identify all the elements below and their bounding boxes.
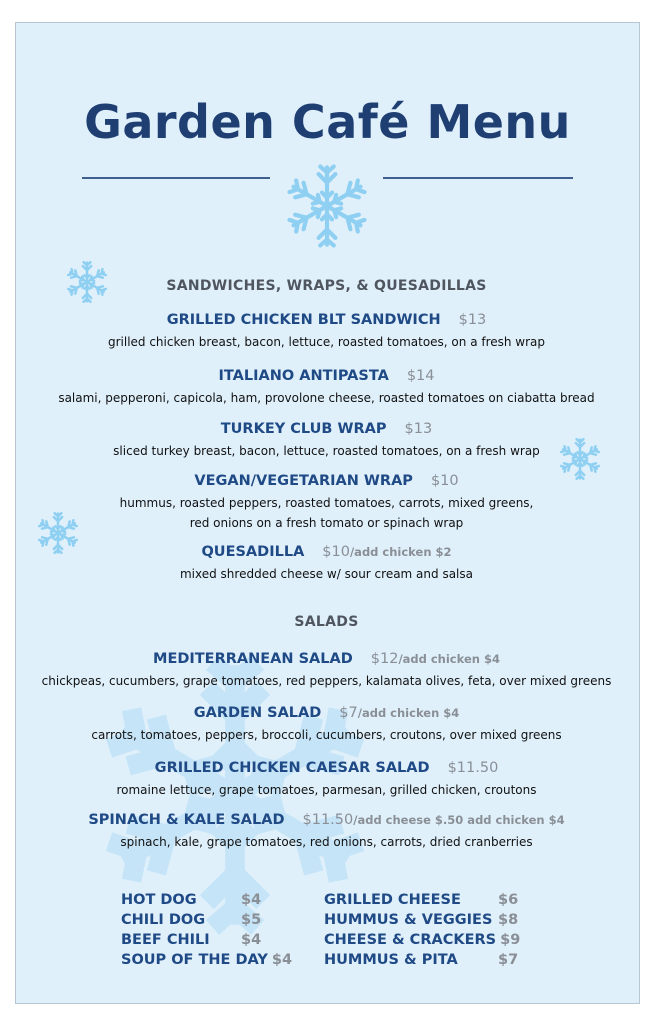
extra-price: $5: [241, 912, 262, 928]
item-name: SPINACH & KALE SALAD: [88, 812, 285, 828]
item-name: TURKEY CLUB WRAP: [220, 421, 387, 437]
menu-item-header: [15, 648, 638, 667]
menu-item: [15, 648, 638, 691]
menu-item: [15, 309, 638, 352]
add-on-price: /add chicken $4: [357, 706, 460, 720]
price-value: $11.50: [447, 760, 499, 776]
item-description: chickpeas, cucumbers, grape tomatoes, red peppers, kalamata olives, feta, over mixed greens: [41, 674, 612, 688]
item-description: carrots, tomatoes, peppers, broccoli, cucumbers, croutons, over mixed greens: [91, 728, 562, 742]
item-price: [339, 705, 459, 721]
extras-left: [121, 890, 292, 970]
add-on-price: /add chicken $2: [349, 545, 452, 559]
extra-price: $8: [498, 912, 519, 928]
extra-name: CHEESE & CRACKERS: [324, 932, 497, 948]
menu-item: [15, 365, 638, 408]
page-title: Garden Café Menu: [84, 95, 571, 149]
menu-item: [15, 470, 638, 533]
snowflake-icon: [285, 160, 369, 252]
menu-item: [15, 541, 638, 584]
menu-item-header: [15, 702, 638, 721]
extra-price: $6: [498, 892, 519, 908]
extra-item: [121, 910, 292, 930]
menu-item-header: [15, 418, 638, 437]
extra-name: HOT DOG: [121, 892, 197, 908]
item-description: spinach, kale, grape tomatoes, red onions, carrots, dried cranberries: [120, 835, 533, 849]
divider-left: [82, 177, 270, 179]
add-on-price: /add chicken $4: [398, 652, 500, 666]
item-name: ITALIANO ANTIPASTA: [218, 368, 389, 384]
item-name: MEDITERRANEAN SALAD: [153, 651, 353, 667]
section-heading: SALADS: [294, 614, 359, 630]
extra-price: $9: [500, 932, 521, 948]
item-price: [448, 760, 499, 776]
price-value: $7: [339, 705, 358, 721]
extra-name: CHILI DOG: [121, 912, 206, 928]
menu-item-header: [15, 365, 638, 384]
item-price: [407, 368, 435, 384]
item-price: [405, 421, 433, 437]
item-price: [303, 812, 565, 828]
menu-item: [15, 702, 638, 745]
price-value: $10: [322, 544, 350, 560]
divider-right: [383, 177, 573, 179]
price-value: $12: [370, 651, 399, 667]
extra-name: HUMMUS & PITA: [324, 952, 458, 968]
extra-item: [324, 950, 520, 970]
price-value: $13: [458, 312, 487, 328]
item-description: grilled chicken breast, bacon, lettuce, roasted tomatoes, on a fresh wrap: [107, 335, 546, 349]
item-name: GRILLED CHICKEN BLT SANDWICH: [166, 312, 441, 328]
menu-item-header: [15, 470, 638, 489]
menu-item-header: [15, 809, 638, 828]
extra-name: SOUP OF THE DAY: [121, 952, 268, 968]
extra-item: [121, 890, 292, 910]
item-name: GARDEN SALAD: [193, 705, 322, 721]
item-description: hummus, roasted peppers, roasted tomatoes, carrots, mixed greens, red onions on a fresh tomato or spinach wrap: [119, 496, 534, 530]
extra-name: HUMMUS & VEGGIES: [324, 912, 493, 928]
extra-price: $4: [241, 892, 262, 908]
price-value: $11.50: [302, 812, 354, 828]
extra-item: [121, 950, 292, 970]
extra-name: GRILLED CHEESE: [324, 892, 461, 908]
item-name: GRILLED CHICKEN CAESAR SALAD: [154, 760, 430, 776]
price-value: $13: [404, 421, 433, 437]
item-description: romaine lettuce, grape tomatoes, parmesan, grilled chicken, croutons: [116, 783, 537, 797]
item-description: sliced turkey breast, bacon, lettuce, roasted tomatoes, on a fresh wrap: [113, 444, 540, 458]
section-heading: SANDWICHES, WRAPS, & QUESADILLAS: [166, 278, 487, 294]
menu-item: [15, 809, 638, 852]
item-price: [371, 651, 500, 667]
price-value: $14: [406, 368, 435, 384]
extra-item: [324, 890, 520, 910]
price-value: $10: [430, 473, 459, 489]
extra-price: $4: [241, 932, 262, 948]
extra-name: BEEF CHILI: [121, 932, 210, 948]
add-on-price: /add cheese $.50 add chicken $4: [353, 813, 565, 827]
item-description: salami, pepperoni, capicola, ham, provolone cheese, roasted tomatoes on ciabatta bread: [58, 391, 595, 405]
item-price: [431, 473, 459, 489]
extra-item: [324, 910, 520, 930]
menu-item: [15, 757, 638, 800]
extras-right: [324, 890, 520, 970]
item-description: mixed shredded cheese w/ sour cream and salsa: [179, 567, 473, 581]
extra-item: [121, 930, 292, 950]
extra-price: $7: [498, 952, 519, 968]
extra-item: [324, 930, 520, 950]
extra-price: $4: [271, 952, 293, 968]
item-name: QUESADILLA: [201, 544, 305, 560]
item-price: [322, 544, 451, 560]
menu-item-header: [15, 757, 638, 776]
item-name: VEGAN/VEGETARIAN WRAP: [194, 473, 413, 489]
item-price: [459, 312, 487, 328]
menu-item-header: [15, 309, 638, 328]
menu-item: [15, 418, 638, 461]
menu-item-header: [15, 541, 638, 560]
